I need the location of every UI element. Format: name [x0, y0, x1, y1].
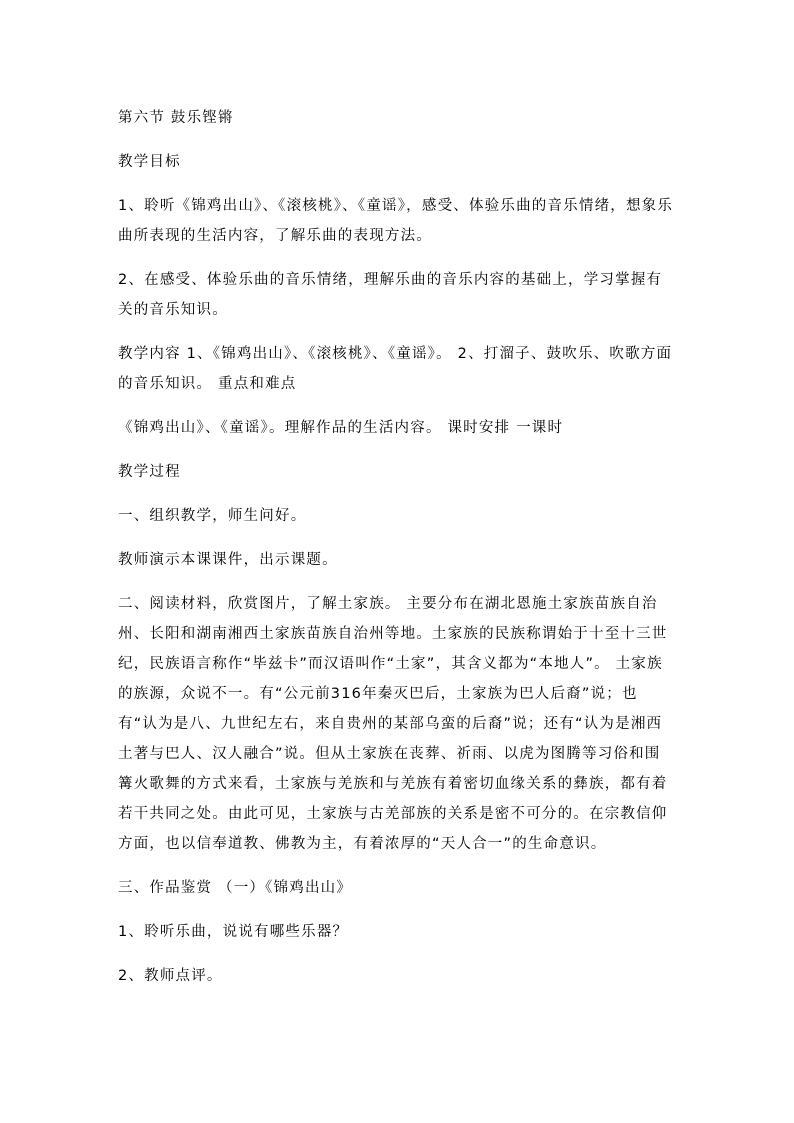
- step-3-question-1: 1、聆听乐曲，说说有哪些乐器？: [118, 924, 349, 940]
- section-title: 第六节 鼓乐铿锵: [118, 110, 234, 126]
- process-heading: 教学过程: [118, 464, 181, 480]
- objective-2: 2、在感受、体验乐曲的音乐情绪，理解乐曲的音乐内容的基础上，学习掌握有关的音乐知识。: [118, 272, 663, 318]
- document-body: [118, 103, 674, 1005]
- step-2-paragraph: 二、阅读材料，欣赏图片，了解土家族。 主要分布在湖北恩施土家族苗族自治州、长阳和湖南湘西土家族苗族自治州等地。土家族的民族称谓始于十至十三世纪，民族语言称作“毕兹卡”而汉语叫作“土家”，其含义都为“本地人”。 土家族的族源，众说不一。有“公元前316年秦灭巴后，土家族为巴人后裔”说；也有“认为是八、九世纪左右，来自贵州的某部乌蛮的后裔”说；还有“认为是湘西土著与巴人、汉人融合”说。但从土家族在丧葬、祈雨、以虎为图腾等习俗和围篝火歌舞的方式来看，土家族与羌族和与羌族有着密切血缘关系的彝族，都有着若干共同之处。由此可见，土家族与古羌部族的关系是密不可分的。在宗教信仰方面，也以信奉道教、佛教为主，有着浓厚的“天人合一”的生命意识。: [118, 596, 668, 852]
- content-paragraph: 教学内容 1、《锦鸡出山》、《滚核桃》、《童谣》。 2、打溜子、鼓吹乐、吹歌方面的音乐知识。 重点和难点: [118, 346, 673, 392]
- objective-1: 1、聆听《锦鸡出山》、《滚核桃》、《童谣》，感受、体验乐曲的音乐情绪，想象乐曲所表现的生活内容，了解乐曲的表现方法。: [118, 198, 674, 244]
- step-1: 一、组织教学，师生问好。: [118, 508, 307, 524]
- objectives-heading: 教学目标: [118, 154, 181, 170]
- step-1-detail: 教师演示本课课件，出示课题。: [118, 552, 338, 568]
- step-3-question-2: 2、教师点评。: [118, 968, 223, 984]
- key-points-paragraph: 《锦鸡出山》、《童谣》。理解作品的生活内容。 课时安排 一课时: [118, 420, 564, 436]
- step-3: 三、作品鉴赏 （一）《锦鸡出山》: [118, 880, 353, 896]
